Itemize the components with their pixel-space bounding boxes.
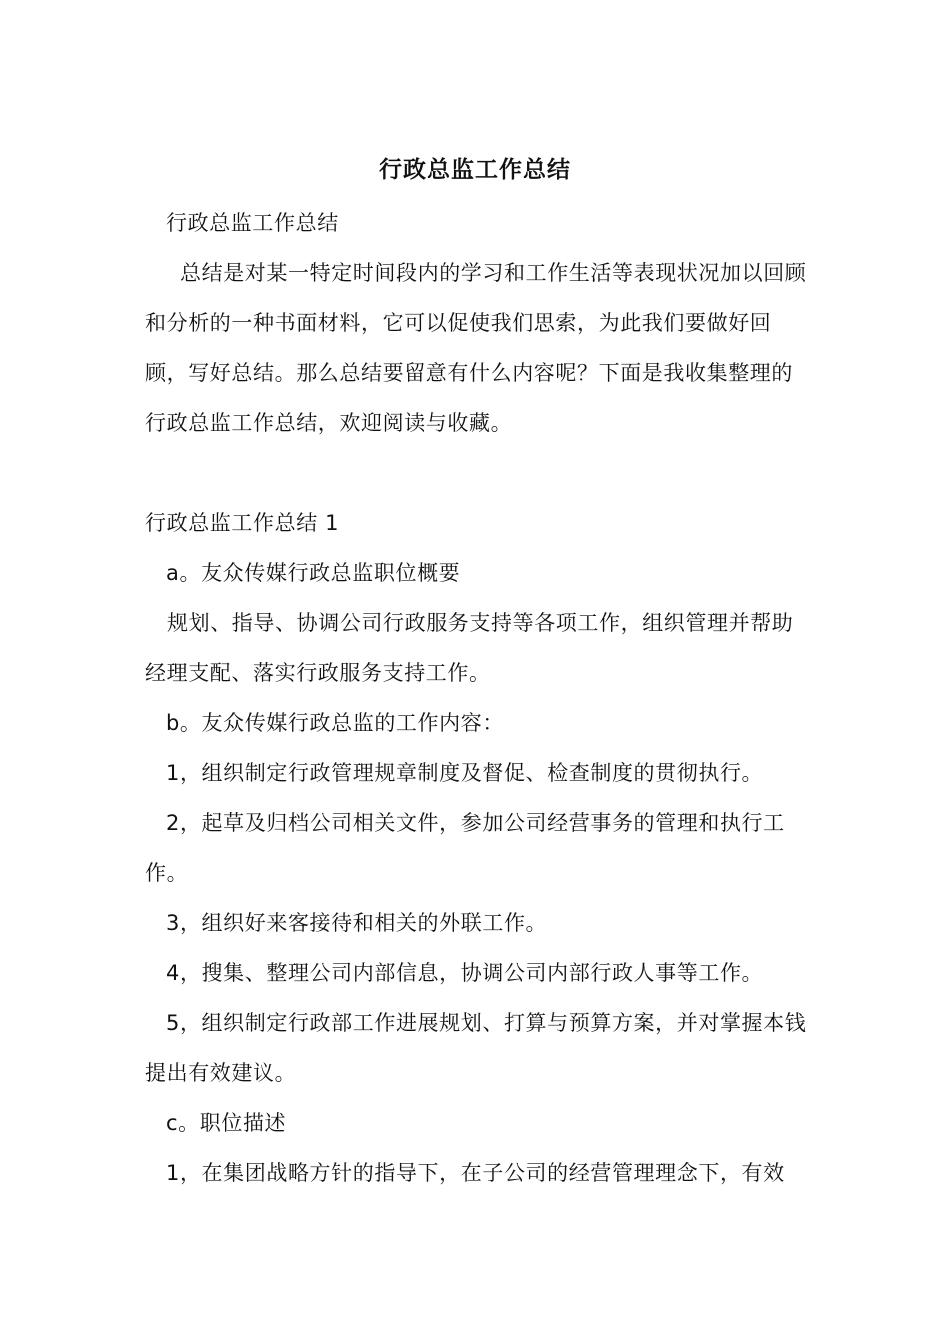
list-item-5: 5，组织制定行政部工作进展规划、打算与预算方案，并对掌握本钱提出有效建议。 <box>145 1011 807 1085</box>
paragraph-job-summary: 规划、指导、协调公司行政服务支持等各项工作，组织管理并帮助经理支配、落实行政服务支持工作。 <box>145 611 794 685</box>
list-item-4: 4，搜集、整理公司内部信息，协调公司内部行政人事等工作。 <box>166 961 764 985</box>
list-item-1: 1，组织制定行政管理规章制度及督促、检查制度的贯彻执行。 <box>166 761 764 785</box>
paragraph-subtitle: 行政总监工作总结 <box>166 211 339 235</box>
list-item-2: 2，起草及归档公司相关文件，参加公司经营事务的管理和执行工作。 <box>145 811 785 885</box>
document-title: 行政总监工作总结 <box>379 157 571 183</box>
subsection-heading-c: c。职位描述 <box>166 1111 287 1135</box>
subsection-heading-a: a。友众传媒行政总监职位概要 <box>166 561 461 585</box>
section-heading: 行政总监工作总结 1 <box>145 511 340 535</box>
document-body <box>145 198 810 1198</box>
subsection-heading-b: b。友众传媒行政总监的工作内容： <box>166 711 504 735</box>
list-item-3: 3，组织好来客接待和相关的外联工作。 <box>166 911 548 935</box>
paragraph-intro: 总结是对某一特定时间段内的学习和工作生活等表现状况加以回顾和分析的一种书面材料，它可以促使我们思索，为此我们要做好回顾，写好总结。那么总结要留意有什么内容呢？下面是我收集整理的行政总监工作总结，欢迎阅读与收藏。 <box>145 261 807 435</box>
list-item-c1: 1，在集团战略方针的指导下，在子公司的经营管理理念下，有效 <box>166 1161 785 1185</box>
blank-line <box>145 448 810 498</box>
